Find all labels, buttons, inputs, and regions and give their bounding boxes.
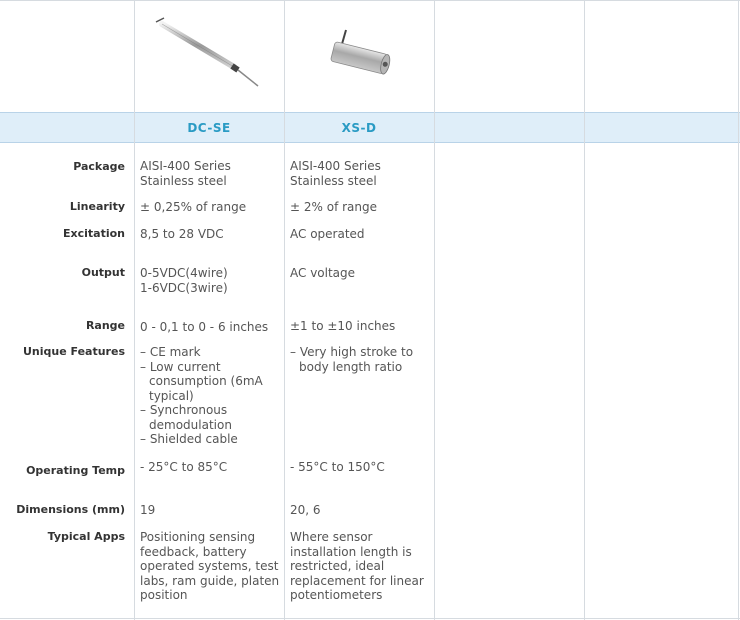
row-label-output: Output: [81, 266, 125, 279]
operating-temp-value: - 55°C to 150°C: [290, 460, 385, 474]
row-label-package: Package: [73, 160, 125, 173]
column-divider: [434, 0, 435, 620]
rod-sensor-icon: [150, 14, 270, 94]
typical-apps-value: Where sensor installation length is restricted, ideal replacement for linear potentiometers: [290, 530, 424, 602]
linearity-value: ± 2% of range: [290, 200, 377, 214]
column-divider: [134, 0, 135, 620]
model-name: XS-D: [341, 121, 377, 135]
model-name: DC-SE: [187, 121, 231, 135]
list-item: – Shielded cable: [140, 432, 238, 446]
typical-apps-value: Positioning sensing feedback, battery operated systems, test labs, ram guide, platen position: [140, 530, 280, 602]
column-divider: [284, 0, 285, 620]
row-label-operating-temp: Operating Temp: [26, 464, 125, 477]
linearity-value: ± 0,25% of range: [140, 200, 247, 214]
band-divider-top: [0, 112, 740, 113]
cylinder-sensor-icon: [322, 26, 398, 86]
row-label-excitation: Excitation: [63, 227, 125, 240]
dimensions-value: 19: [140, 503, 156, 517]
row-label-dimensions: Dimensions (mm): [16, 503, 125, 516]
column-divider: [584, 0, 585, 620]
unique-features-value: [290, 345, 430, 374]
list-item: – CE mark: [140, 345, 201, 359]
row-label-linearity: Linearity: [69, 200, 125, 213]
list-item: – Very high stroke to body length ratio: [290, 345, 414, 374]
row-label-typical-apps: Typical Apps: [47, 530, 125, 543]
table-bottom-border: [0, 618, 740, 619]
band-divider-bottom: [0, 142, 740, 143]
excitation-value: 8,5 to 28 VDC: [140, 227, 224, 241]
output-value: AC voltage: [290, 266, 356, 280]
list-item: – Synchronous demodulation: [140, 403, 232, 432]
unique-features-value: [140, 345, 280, 447]
row-label-range: Range: [85, 319, 125, 332]
feature-list: [140, 345, 280, 447]
excitation-value: AC operated: [290, 227, 365, 241]
dimensions-value: 20, 6: [290, 503, 321, 517]
range-value: 0 - 0,1 to 0 - 6 inches: [140, 320, 269, 334]
package-value: AISI-400 Series Stainless steel: [140, 159, 231, 188]
operating-temp-value: - 25°C to 85°C: [140, 460, 228, 474]
column-divider: [738, 0, 739, 620]
row-label-unique-features: Unique Features: [22, 345, 125, 358]
list-item: – Low current consumption (6mA typical): [140, 359, 263, 403]
range-value: ±1 to ±10 inches: [290, 319, 396, 333]
output-value: 0-5VDC(4wire) 1-6VDC(3wire): [140, 266, 228, 295]
label-column: [0, 0, 134, 620]
table-top-border: [0, 0, 740, 1]
feature-list: [290, 345, 430, 374]
package-value: AISI-400 Series Stainless steel: [290, 159, 381, 188]
